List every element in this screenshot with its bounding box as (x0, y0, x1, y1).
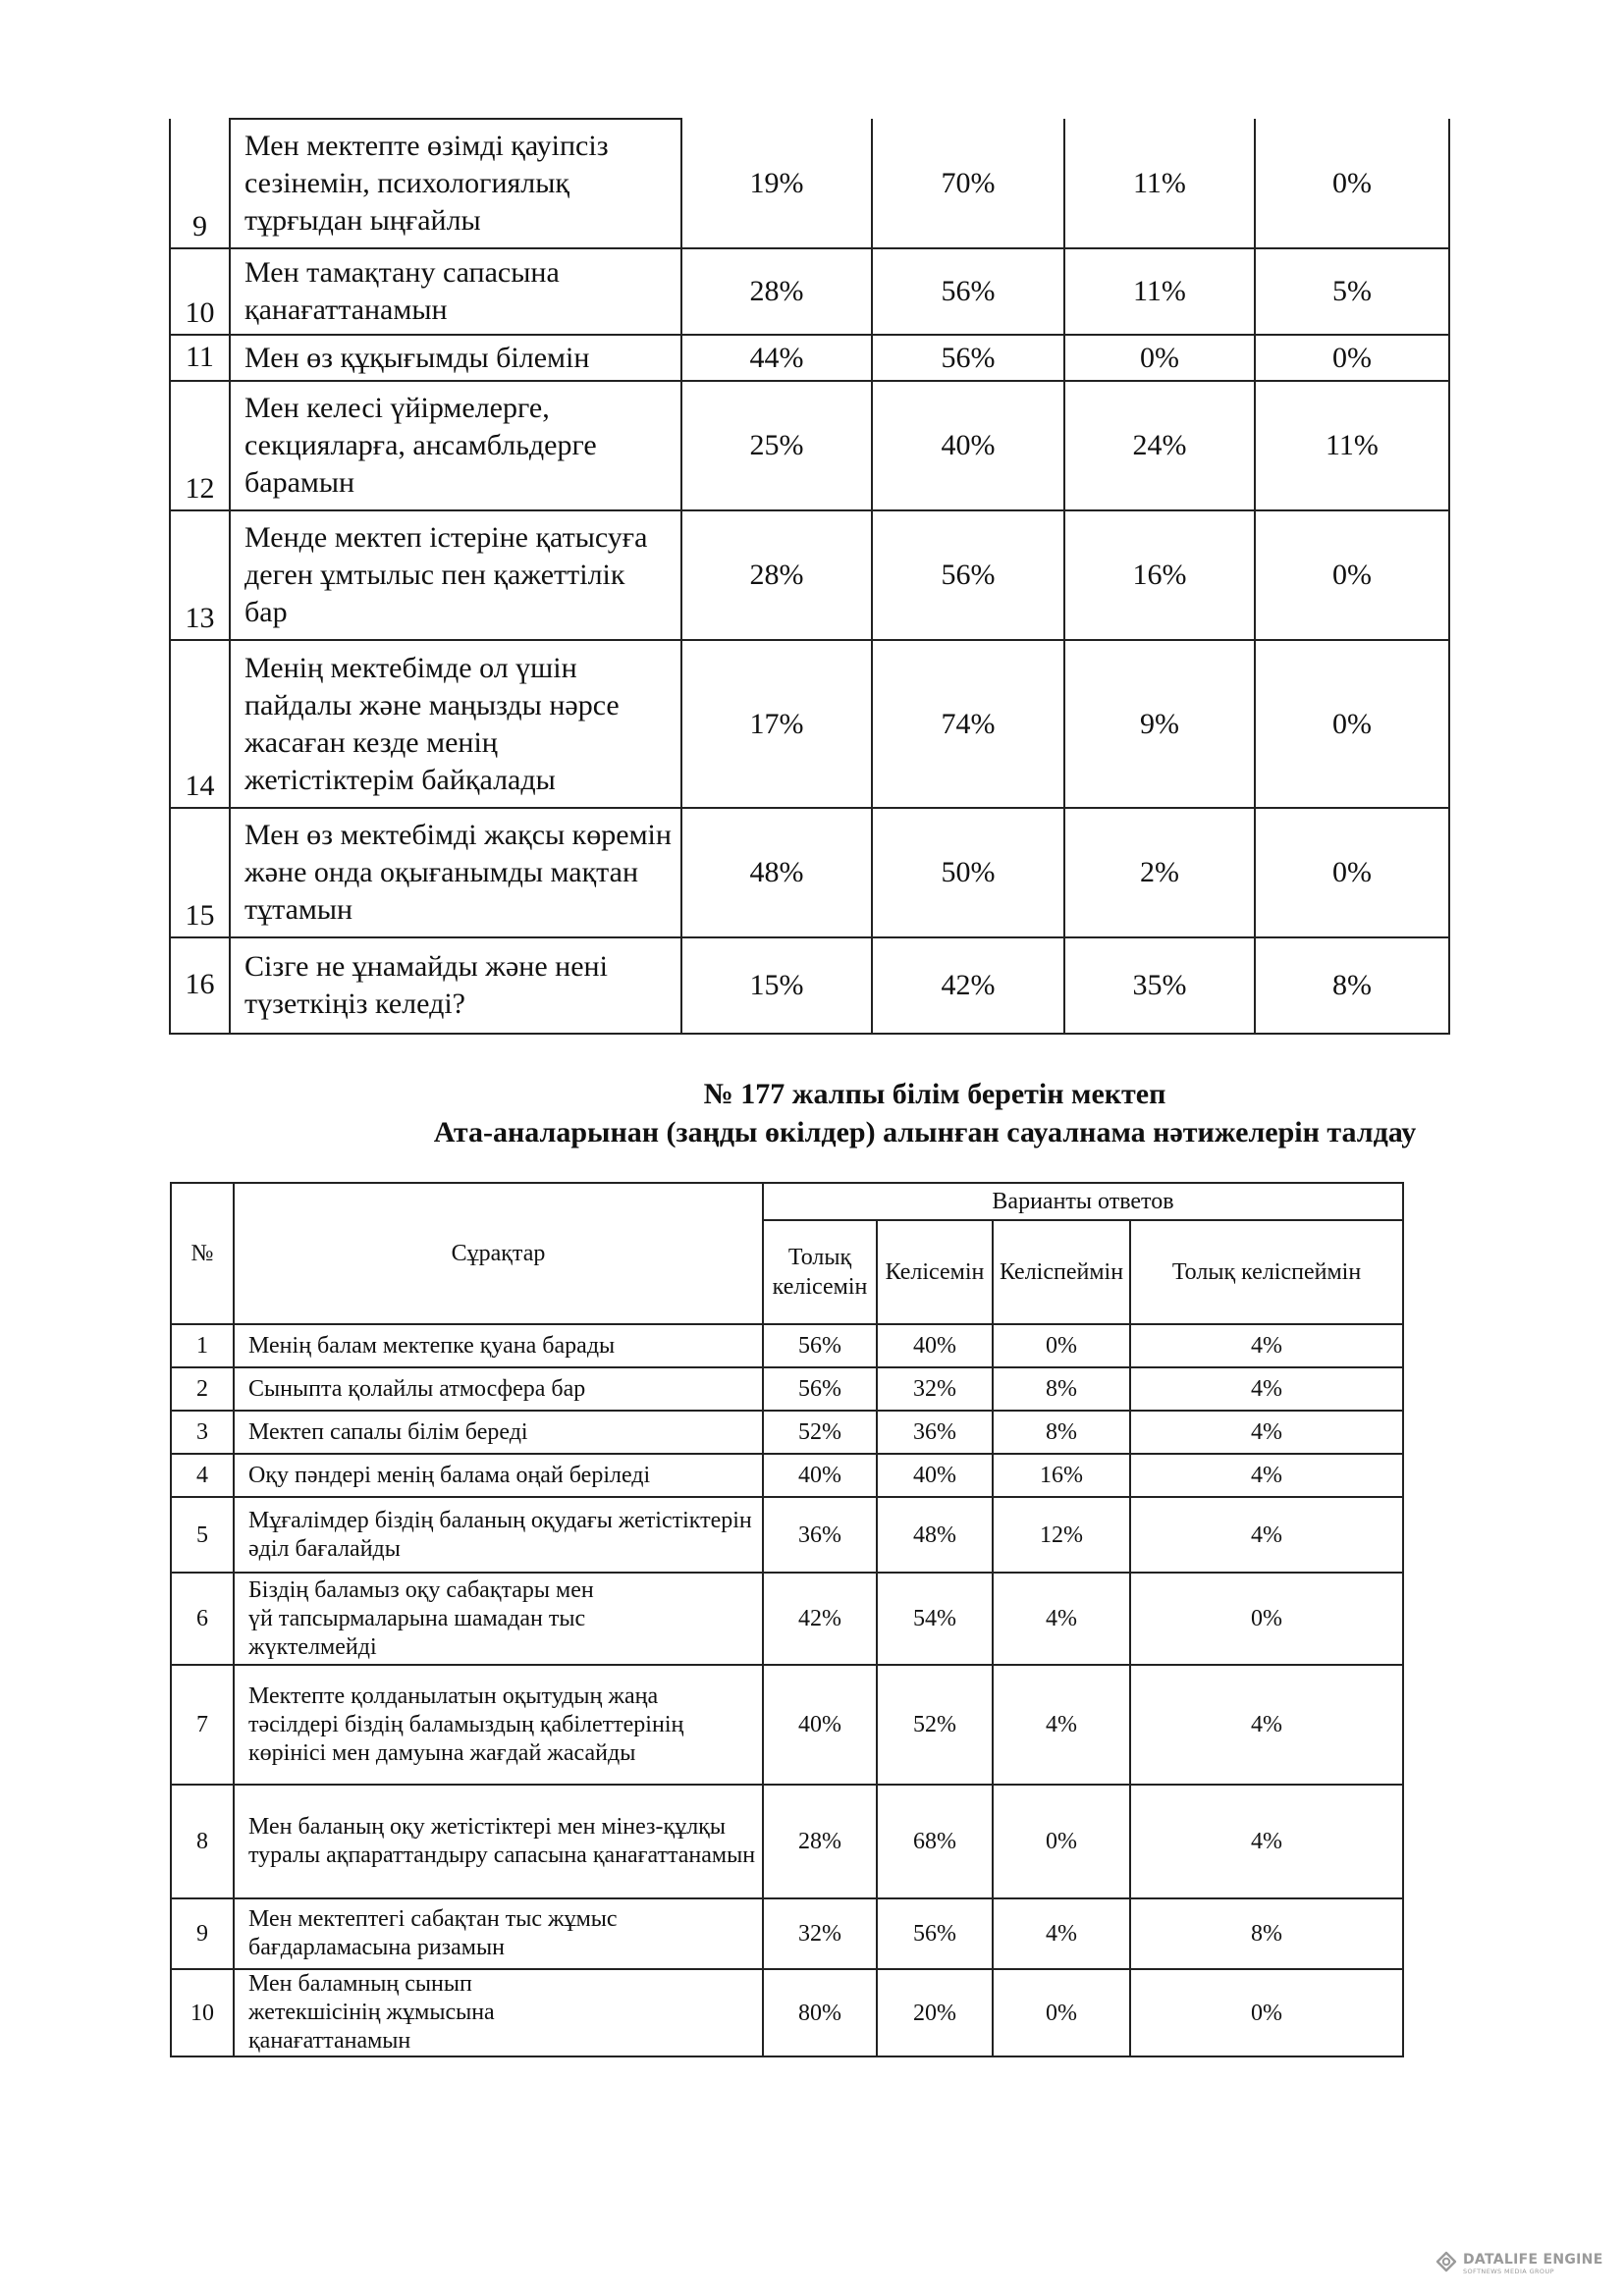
header-fully-agree: Толық келісемін (763, 1220, 877, 1324)
value-disagree: 11% (1064, 248, 1255, 335)
value-fully-disagree: 4% (1130, 1454, 1403, 1497)
row-number: 9 (170, 119, 230, 248)
value-agree: 52% (877, 1665, 993, 1785)
value-fully-agree: 17% (681, 640, 872, 808)
question-text: Мен келесі үйірмелерге, секцияларға, ансамбльдерге барамын (230, 381, 681, 510)
value-agree: 54% (877, 1573, 993, 1665)
value-fully-agree: 28% (681, 248, 872, 335)
row-number: 9 (171, 1898, 234, 1969)
value-disagree: 4% (993, 1665, 1130, 1785)
question-text: Мен баланың оқу жетістіктері мен мінез-құлқы туралы ақпараттандыру сапасына қанағаттанамын (234, 1785, 763, 1898)
school-title: № 177 жалпы білім беретін мектеп (703, 1078, 1166, 1110)
question-text: Мен баламның сынып жетекшісінің жұмысына қанағаттанамын (234, 1969, 763, 2056)
table-row (171, 1665, 1403, 1785)
header-agree: Келісемін (877, 1220, 993, 1324)
value-fully-agree: 80% (763, 1969, 877, 2056)
value-fully-disagree: 0% (1255, 119, 1449, 248)
row-number: 10 (170, 248, 230, 335)
row-number: 3 (171, 1411, 234, 1454)
value-agree: 68% (877, 1785, 993, 1898)
value-fully-disagree: 0% (1255, 640, 1449, 808)
value-fully-disagree: 4% (1130, 1411, 1403, 1454)
value-disagree: 24% (1064, 381, 1255, 510)
table-row (171, 1411, 1403, 1454)
row-number: 11 (170, 335, 230, 381)
value-agree: 32% (877, 1367, 993, 1411)
value-disagree: 0% (993, 1324, 1130, 1367)
question-text: Мен мектептегі сабақтан тыс жұмыс бағдарламасына ризамын (234, 1898, 763, 1969)
table-row (171, 1898, 1403, 1969)
value-fully-disagree: 8% (1255, 937, 1449, 1034)
question-text: Оқу пәндері менің балама оңай беріледі (234, 1454, 763, 1497)
header-fully-disagree: Толық келіспеймін (1130, 1220, 1403, 1324)
row-number: 6 (171, 1573, 234, 1665)
row-number: 8 (171, 1785, 234, 1898)
value-fully-agree: 28% (681, 510, 872, 640)
table-row (171, 1969, 1403, 2056)
watermark-subtitle: SOFTNEWS MEDIA GROUP (1463, 2267, 1554, 2275)
row-number: 14 (170, 640, 230, 808)
question-text: Менде мектеп істеріне қатысуға деген ұмтылыс пен қажеттілік бар (230, 510, 681, 640)
row-number: 1 (171, 1324, 234, 1367)
value-agree: 56% (877, 1898, 993, 1969)
value-fully-disagree: 4% (1130, 1367, 1403, 1411)
value-disagree: 12% (993, 1497, 1130, 1573)
parent-survey-table (170, 1182, 1404, 2057)
table-row (171, 1324, 1403, 1367)
value-disagree: 8% (993, 1367, 1130, 1411)
value-agree: 40% (877, 1454, 993, 1497)
value-fully-agree: 40% (763, 1454, 877, 1497)
header-number: № (171, 1183, 234, 1324)
table-row (170, 119, 1449, 248)
table-row (170, 510, 1449, 640)
row-number: 13 (170, 510, 230, 640)
header-questions: Сұрақтар (234, 1183, 763, 1324)
value-agree: 56% (872, 248, 1064, 335)
value-agree: 40% (872, 381, 1064, 510)
table-row (171, 1454, 1403, 1497)
datalife-watermark (1435, 2251, 1603, 2276)
value-disagree: 0% (1064, 335, 1255, 381)
table-row (171, 1367, 1403, 1411)
value-fully-agree: 56% (763, 1367, 877, 1411)
table-row (170, 381, 1449, 510)
question-text: Мектеп сапалы білім береді (234, 1411, 763, 1454)
table-row (171, 1785, 1403, 1898)
table-row (171, 1497, 1403, 1573)
value-fully-disagree: 0% (1130, 1573, 1403, 1665)
table-row (170, 937, 1449, 1034)
table-row (170, 248, 1449, 335)
question-text: Сізге не ұнамайды және нені түзеткіңіз келеді? (230, 937, 681, 1034)
value-fully-agree: 36% (763, 1497, 877, 1573)
value-fully-agree: 32% (763, 1898, 877, 1969)
value-agree: 20% (877, 1969, 993, 2056)
value-agree: 56% (872, 335, 1064, 381)
value-fully-disagree: 0% (1255, 808, 1449, 937)
value-disagree: 8% (993, 1411, 1130, 1454)
value-disagree: 9% (1064, 640, 1255, 808)
value-agree: 74% (872, 640, 1064, 808)
question-text: Біздің баламыз оқу сабақтары мен үй тапсырмаларына шамадан тыс жүктелмейді (234, 1573, 763, 1665)
value-disagree: 35% (1064, 937, 1255, 1034)
question-text: Мен өз мектебімді жақсы көремін және онда оқығанымды мақтан тұтамын (230, 808, 681, 937)
value-fully-disagree: 0% (1255, 510, 1449, 640)
value-fully-agree: 48% (681, 808, 872, 937)
table-row (170, 335, 1449, 381)
survey-analysis-title: Ата-аналарынан (заңды өкілдер) алынған сауалнама нәтижелерін талдау (433, 1116, 1417, 1148)
value-fully-disagree: 0% (1130, 1969, 1403, 2056)
value-disagree: 4% (993, 1898, 1130, 1969)
row-number: 5 (171, 1497, 234, 1573)
table-row (170, 640, 1449, 808)
row-number: 4 (171, 1454, 234, 1497)
value-agree: 50% (872, 808, 1064, 937)
question-text: Сыныпта қолайлы атмосфера бар (234, 1367, 763, 1411)
value-disagree: 0% (993, 1969, 1130, 2056)
value-disagree: 11% (1064, 119, 1255, 248)
question-text: Менің балам мектепке қуана барады (234, 1324, 763, 1367)
value-fully-disagree: 5% (1255, 248, 1449, 335)
value-fully-agree: 28% (763, 1785, 877, 1898)
value-fully-agree: 25% (681, 381, 872, 510)
value-disagree: 0% (993, 1785, 1130, 1898)
question-text: Мектепте қолданылатын оқытудың жаңа тәсілдері біздің баламыздың қабілеттерінің көрінісі мен дамуына жағдай жасайды (234, 1665, 763, 1785)
row-number: 2 (171, 1367, 234, 1411)
value-fully-disagree: 11% (1255, 381, 1449, 510)
value-agree: 48% (877, 1497, 993, 1573)
value-agree: 42% (872, 937, 1064, 1034)
row-number: 15 (170, 808, 230, 937)
value-agree: 40% (877, 1324, 993, 1367)
value-fully-disagree: 4% (1130, 1785, 1403, 1898)
header-disagree: Келіспеймін (993, 1220, 1130, 1324)
value-fully-disagree: 4% (1130, 1665, 1403, 1785)
question-text: Мұғалімдер біздің баланың оқудағы жетістіктерін әділ бағалайды (234, 1497, 763, 1573)
value-fully-disagree: 4% (1130, 1324, 1403, 1367)
table-header-row (171, 1183, 1403, 1220)
row-number: 10 (171, 1969, 234, 2056)
table-row (170, 808, 1449, 937)
value-agree: 36% (877, 1411, 993, 1454)
header-answer-options: Варианты ответов (763, 1183, 1403, 1220)
value-fully-agree: 15% (681, 937, 872, 1034)
value-disagree: 16% (993, 1454, 1130, 1497)
question-text: Менің мектебімде ол үшін пайдалы және маңызды нәрсе жасаған кезде менің жетістіктерім байқалады (230, 640, 681, 808)
value-fully-agree: 56% (763, 1324, 877, 1367)
value-disagree: 16% (1064, 510, 1255, 640)
value-fully-agree: 19% (681, 119, 872, 248)
question-text: Мен өз құқығымды білемін (230, 335, 681, 381)
student-survey-table (169, 118, 1450, 1035)
row-number: 7 (171, 1665, 234, 1785)
value-fully-disagree: 4% (1130, 1497, 1403, 1573)
value-agree: 56% (872, 510, 1064, 640)
value-disagree: 4% (993, 1573, 1130, 1665)
value-fully-disagree: 0% (1255, 335, 1449, 381)
datalife-logo-icon (1435, 2251, 1457, 2276)
watermark-brand: DATALIFE ENGINE (1463, 2251, 1603, 2268)
value-disagree: 2% (1064, 808, 1255, 937)
row-number: 16 (170, 937, 230, 1034)
value-fully-agree: 44% (681, 335, 872, 381)
value-fully-agree: 52% (763, 1411, 877, 1454)
value-fully-agree: 42% (763, 1573, 877, 1665)
table-row (171, 1573, 1403, 1665)
question-text: Мен тамақтану сапасына қанағаттанамын (230, 248, 681, 335)
row-number: 12 (170, 381, 230, 510)
value-fully-agree: 40% (763, 1665, 877, 1785)
value-agree: 70% (872, 119, 1064, 248)
question-text: Мен мектепте өзімді қауіпсіз сезінемін, психологиялық тұрғыдан ыңғайлы (230, 119, 681, 248)
value-fully-disagree: 8% (1130, 1898, 1403, 1969)
